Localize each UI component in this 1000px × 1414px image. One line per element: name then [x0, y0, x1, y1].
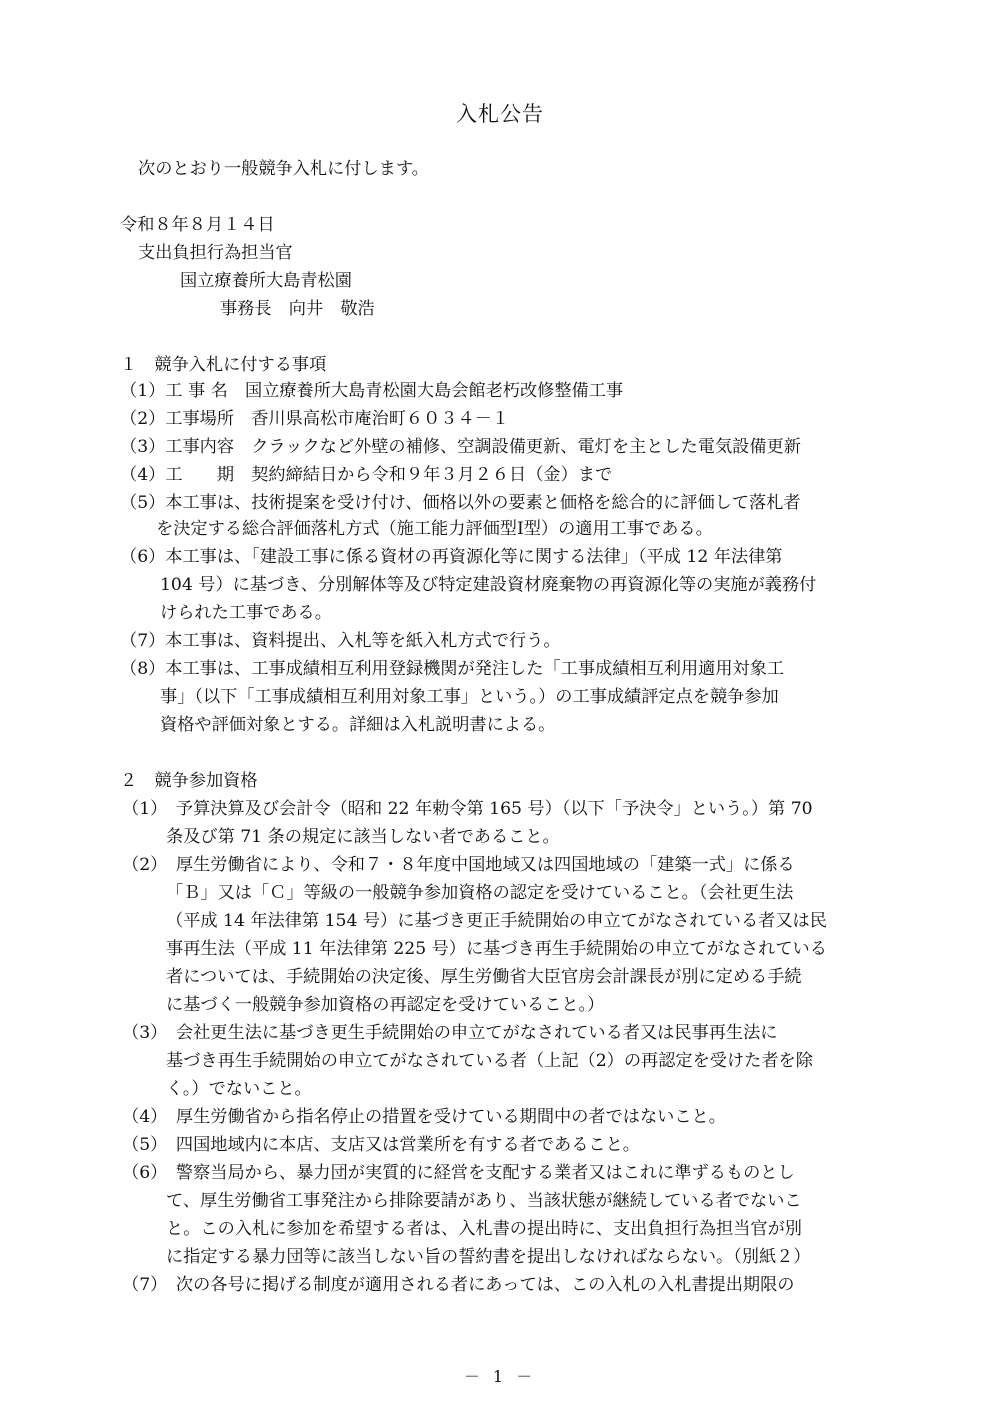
- document-title: 入札公告: [456, 102, 544, 126]
- section-line: 事」（以下「工事成績相互利用対象工事」という。）の工事成績評定点を競争参加: [160, 687, 779, 707]
- section-line: て、厚生労働省工事発注から排除要請があり、当該状態が継続している者でないこ: [166, 1191, 802, 1211]
- officer-role: 支出負担行為担当官: [138, 243, 293, 263]
- section-line: （5） 四国地域内に本店、支店又は営業所を有する者であること。: [122, 1135, 640, 1155]
- section-line: 資格や評価対象とする。詳細は入札説明書による。: [160, 715, 556, 735]
- section-line: （3）工事内容 クラックなど外壁の補修、空調設備更新、電灯を主とした電気設備更新: [120, 437, 801, 457]
- section-line: （5）本工事は、技術提案を受け付け、価格以外の要素と価格を総合的に評価して落札者: [120, 493, 801, 513]
- notice-date: 令和８年８月１４日: [120, 215, 275, 235]
- section-line: 事再生法（平成 11 年法律第 225 号）に基づき再生手続開始の申立てがなされている: [166, 939, 827, 959]
- section-line: 「Ｂ」又は「Ｃ」等級の一般競争参加資格の認定を受けていること。（会社更生法: [166, 883, 794, 903]
- section-line: （1） 予算決算及び会計令（昭和 22 年勅令第 165 号）（以下「予決令」という。）第 70: [122, 799, 813, 819]
- section-line: （6） 警察当局から、暴力団が実質的に経営を支配する業者又はこれに準ずるものとし: [122, 1163, 795, 1183]
- section-line: （2）工事場所 香川県高松市庵治町６０３４－１: [120, 409, 510, 429]
- section-line: （7）本工事は、資料提出、入札等を紙入札方式で行う。: [120, 631, 561, 651]
- section-heading: １ 競争入札に付する事項: [120, 355, 327, 375]
- page-number: － 1 －: [463, 1367, 537, 1386]
- section-line: 104 号）に基づき、分別解体等及び特定建設資材廃棄物の再資源化等の実施が義務付: [160, 575, 817, 595]
- section-line: （1）工 事 名 国立療養所大島青松園大島会館老朽改修整備工事: [120, 381, 624, 401]
- section-line: （4）工 期 契約締結日から令和９年３月２６日（金）まで: [120, 465, 613, 485]
- intro-text: 次のとおり一般競争入札に付します。: [138, 159, 429, 179]
- section-line: （7） 次の各号に掲げる制度が適用される者にあっては、この入札の入札書提出期限の: [122, 1275, 795, 1295]
- section-line: 基づき再生手続開始の申立てがなされている者（上記（2）の再認定を受けた者を除: [166, 1051, 813, 1071]
- section-line: に基づく一般競争参加資格の再認定を受けていること。）: [166, 995, 605, 1015]
- section-line: （6）本工事は、「建設工事に係る資材の再資源化等に関する法律」（平成 12 年法律第: [120, 547, 783, 567]
- section-line: （8）本工事は、工事成績相互利用登録機関が発注した「工事成績相互利用適用対象工: [120, 659, 785, 679]
- section-line: に指定する暴力団等に該当しない旨の誓約書を提出しなければならない。（別紙２）: [166, 1247, 811, 1267]
- section-line: く。）でないこと。: [166, 1079, 312, 1099]
- section-line: と。この入札に参加を希望する者は、入札書の提出時に、支出負担行為担当官が別: [166, 1219, 802, 1239]
- section-line: （4） 厚生労働省から指名停止の措置を受けている期間中の者ではないこと。: [122, 1107, 726, 1127]
- section-line: （3） 会社更生法に基づき更生手続開始の申立てがなされている者又は民事再生法に: [122, 1023, 778, 1043]
- officer-name: 事務長 向井 敬浩: [220, 299, 375, 319]
- section-line: （2） 厚生労働省により、令和７・８年度中国地域又は四国地域の「建築一式」に係る: [122, 855, 795, 875]
- section-heading: ２ 競争参加資格: [120, 771, 258, 791]
- section-line: けられた工事である。: [160, 603, 332, 623]
- section-line: 条及び第 71 条の規定に該当しない者であること。: [166, 827, 560, 847]
- organization-name: 国立療養所大島青松園: [180, 271, 352, 291]
- section-line: を決定する総合評価落札方式（施工能力評価型Ⅰ型）の適用工事である。: [156, 519, 713, 539]
- section-line: （平成 14 年法律第 154 号）に基づき更正手続開始の申立てがなされている者又は民: [166, 911, 827, 931]
- section-line: 者については、手続開始の決定後、厚生労働省大臣官房会計課長が別に定める手続: [166, 967, 802, 987]
